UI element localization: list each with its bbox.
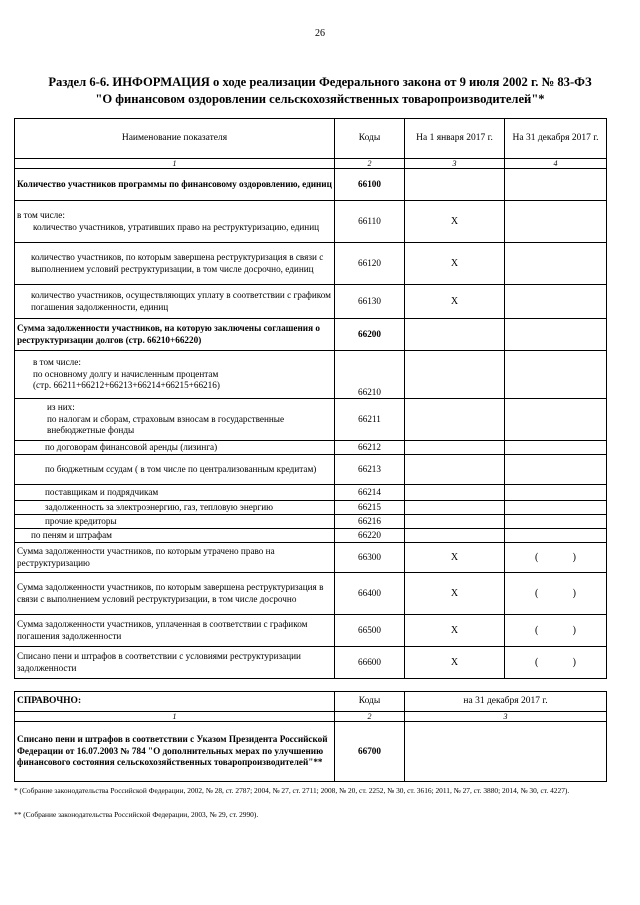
- row-value-dec: [505, 351, 607, 399]
- header-codes: Коды: [335, 692, 405, 712]
- main-table: [14, 118, 607, 679]
- row-value-dec: [505, 319, 607, 351]
- title-line-1: Раздел 6-6. ИНФОРМАЦИЯ о ходе реализации Федерального закона от 9 июля 2002 г. № 83-ФЗ: [48, 75, 592, 89]
- row-label: Сумма задолженности участников, по которым утрачено право на реструктуризацию: [15, 543, 335, 573]
- row-value-dec-cell: [505, 647, 607, 679]
- row-value-jan: X: [405, 543, 505, 573]
- table-row: [15, 399, 607, 441]
- row-value-dec: [505, 515, 607, 529]
- row-value-dec: [505, 399, 607, 441]
- row-value-jan: X: [405, 573, 505, 615]
- row-label: по бюджетным ссудам ( в том числе по централизованным кредитам): [15, 455, 335, 485]
- row-label: количество участников, утративших право на реструктуризацию, единиц: [33, 221, 320, 232]
- row-code: 66213: [335, 455, 405, 485]
- table-row: [15, 515, 607, 529]
- row-value-dec: [507, 625, 604, 637]
- row-label: Сумма задолженности участников, уплаченная в соответствии с графиком погашения задолженности: [15, 615, 335, 647]
- row-value-dec: [505, 243, 607, 285]
- row-value-jan: [405, 515, 505, 529]
- row-code: 66216: [335, 515, 405, 529]
- row-code: 66400: [335, 573, 405, 615]
- row-value-jan: X: [405, 285, 505, 319]
- row-value-jan: [405, 351, 505, 399]
- row-value-jan: X: [405, 615, 505, 647]
- title-line-2: "О финансовом оздоровлении сельскохозяйственных товаропроизводителей"*: [95, 92, 545, 106]
- row-value-dec-cell: [505, 573, 607, 615]
- page-number: 26: [315, 28, 325, 39]
- row-value-dec-cell: [505, 543, 607, 573]
- row-value-dec: [507, 552, 604, 564]
- row-label-pre: из них:: [47, 402, 75, 413]
- row-value-dec: [507, 657, 604, 669]
- row-value-dec: [505, 441, 607, 455]
- col-number: 1: [15, 159, 335, 169]
- table-row: [15, 573, 607, 615]
- col-number: 2: [335, 159, 405, 169]
- open-paren: (: [535, 656, 539, 668]
- row-label: Сумма задолженности участников, на которую заключены соглашения о реструктуризации долгов (стр. 66210+66220): [15, 319, 335, 351]
- col-number: 2: [335, 712, 405, 722]
- table-row: [15, 543, 607, 573]
- open-paren: (: [535, 587, 539, 599]
- row-value-dec: [505, 529, 607, 543]
- header-dec-2017: На 31 декабря 2017 г.: [505, 119, 607, 159]
- row-code: 66600: [335, 647, 405, 679]
- table-row: [15, 615, 607, 647]
- close-paren: ): [572, 624, 576, 636]
- row-code: 66211: [335, 399, 405, 441]
- row-value-dec: [505, 201, 607, 243]
- row-code: 66100: [335, 169, 405, 201]
- table-row: [15, 722, 607, 782]
- row-label: по договорам финансовой аренды (лизинга): [15, 441, 335, 455]
- reference-table: [14, 691, 607, 782]
- row-label-pre: в том числе:: [33, 357, 81, 368]
- table-row: [15, 201, 607, 243]
- col-number: 1: [15, 712, 335, 722]
- row-value-jan: [405, 399, 505, 441]
- row-label: количество участников, осуществляющих уплату в соответствии с графиком погашения задолженности, единиц: [15, 285, 335, 319]
- row-label: Списано пени и штрафов в соответствии с условиями реструктуризации задолженности: [15, 647, 335, 679]
- row-value-jan: [405, 485, 505, 501]
- table-row: [15, 441, 607, 455]
- row-code: 66130: [335, 285, 405, 319]
- row-value-jan: [405, 501, 505, 515]
- row-code: 66110: [335, 201, 405, 243]
- open-paren: (: [535, 551, 539, 563]
- row-code: 66210: [335, 351, 405, 399]
- row-value-dec: [505, 485, 607, 501]
- header-dec-2017: на 31 декабря 2017 г.: [405, 692, 607, 712]
- footnote-1: * (Собрание законодательства Российской Федерации, 2002, № 28, ст. 2787; 2004, № 27, ст. 2711; 2008, № 20, ст. 2252, № 30, ст. 3616; 2011, № 27, ст. 3880; 2014, № 30, ст. 4227).: [14, 786, 570, 795]
- table-row: [15, 455, 607, 485]
- open-paren: (: [535, 624, 539, 636]
- table-row: [15, 529, 607, 543]
- close-paren: ): [572, 551, 576, 563]
- row-label: поставщикам и подрядчикам: [15, 485, 335, 501]
- close-paren: ): [572, 656, 576, 668]
- col-number: 4: [505, 159, 607, 169]
- col-number: 3: [405, 159, 505, 169]
- row-value-jan: X: [405, 201, 505, 243]
- row-label: Сумма задолженности участников, по которым завершена реструктуризация в связи с выполнением условий реструктуризации, в том числе досрочно: [15, 573, 335, 615]
- row-value-dec: [505, 455, 607, 485]
- row-label: по налогам и сборам, страховым взносам в государственные внебюджетные фонды: [47, 413, 285, 436]
- row-code: 66214: [335, 485, 405, 501]
- table-row: [15, 285, 607, 319]
- row-code: 66500: [335, 615, 405, 647]
- table-row: [15, 169, 607, 201]
- row-value-dec: [505, 169, 607, 201]
- row-value-dec-cell: [505, 615, 607, 647]
- row-code: 66212: [335, 441, 405, 455]
- row-code: 66220: [335, 529, 405, 543]
- row-label: по пеням и штрафам: [15, 529, 335, 543]
- table-row: [15, 647, 607, 679]
- row-label: по основному долгу и начисленным процентам: [33, 368, 219, 379]
- row-label: Списано пени и штрафов в соответствии с Указом Президента Российской Федерации от 16.07.2003 № 784 "О дополнительных мерах по улучшению финансового состояния сельскохозяйственных товаропроизводителей"**: [15, 722, 335, 782]
- row-value-jan: [405, 441, 505, 455]
- header-jan-2017: На 1 января 2017 г.: [405, 119, 505, 159]
- row-value-jan: X: [405, 243, 505, 285]
- row-label: Количество участников программы по финансовому оздоровлению, единиц: [15, 169, 335, 201]
- row-value-jan: [405, 169, 505, 201]
- header-reference: СПРАВОЧНО:: [15, 692, 335, 712]
- row-label-formula: (стр. 66211+66212+66213+66214+66215+66216): [33, 380, 220, 391]
- row-value: [405, 722, 607, 782]
- header-codes: Коды: [335, 119, 405, 159]
- section-title: [14, 74, 626, 108]
- row-code: 66300: [335, 543, 405, 573]
- table-row: [15, 243, 607, 285]
- table-row: [15, 351, 607, 399]
- row-code: 66700: [335, 722, 405, 782]
- row-label-cell: [15, 399, 335, 441]
- footnote-2: ** (Собрание законодательства Российской Федерации, 2003, № 29, ст. 2990).: [14, 810, 259, 819]
- row-value-dec: [505, 285, 607, 319]
- row-value-jan: [405, 319, 505, 351]
- row-value-jan: X: [405, 647, 505, 679]
- table-row: [15, 319, 607, 351]
- row-label: задолженность за электроэнергию, газ, тепловую энергию: [15, 501, 335, 515]
- row-label-cell: [15, 201, 335, 243]
- row-value-jan: [405, 455, 505, 485]
- close-paren: ): [572, 587, 576, 599]
- col-number: 3: [405, 712, 607, 722]
- header-indicator: Наименование показателя: [15, 119, 335, 159]
- table-row: [15, 485, 607, 501]
- row-value-dec: [507, 588, 604, 600]
- row-code: 66215: [335, 501, 405, 515]
- row-label: прочие кредиторы: [15, 515, 335, 529]
- row-code: 66120: [335, 243, 405, 285]
- row-label-pre: в том числе:: [17, 210, 65, 220]
- row-label-cell: [15, 351, 335, 399]
- row-value-jan: [405, 529, 505, 543]
- row-label: количество участников, по которым завершена реструктуризация в связи с выполнением условий реструктуризации, в том числе досрочно, единиц: [15, 243, 335, 285]
- row-code: 66200: [335, 319, 405, 351]
- row-value-dec: [505, 501, 607, 515]
- table-row: [15, 501, 607, 515]
